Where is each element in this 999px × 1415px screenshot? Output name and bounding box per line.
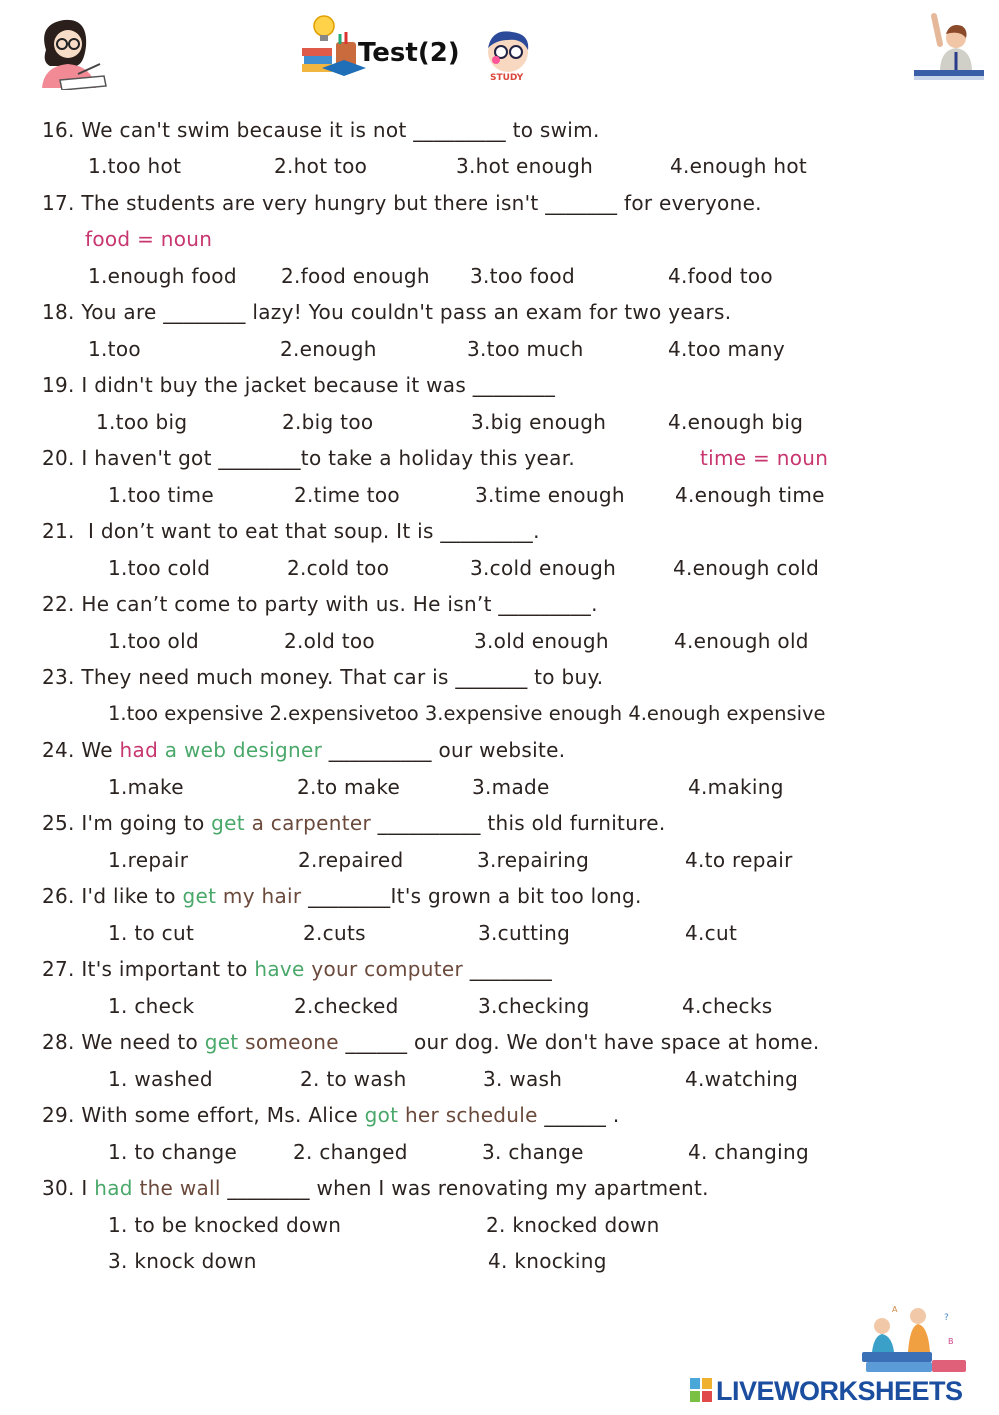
option-3: 3.hot enough	[456, 154, 594, 178]
option-3: 3.time enough	[475, 483, 625, 507]
question-30: 30. I had the wall ________ when I was renovating my apartment.	[42, 1176, 709, 1200]
option-1: 1.make	[108, 775, 184, 799]
highlight-verb: got	[364, 1103, 399, 1127]
kids-on-books-icon	[852, 1300, 976, 1376]
option-3: 3.cutting	[478, 921, 571, 945]
highlight-verb: had	[119, 738, 159, 762]
options-23: 1.too expensive 2.expensivetoo 3.expensive enough 4.enough expensive	[108, 702, 826, 725]
option-2: 2.hot too	[274, 154, 368, 178]
question-24: 24. We had a web designer __________ our website.	[42, 738, 566, 762]
option-1: 1.enough food	[88, 264, 237, 288]
option-2: 2.big too	[282, 410, 374, 434]
option-4: 4.enough big	[668, 410, 804, 434]
highlight-object: a web designer	[164, 738, 323, 762]
option-4: 4.enough time	[675, 483, 825, 507]
option-3: 3.made	[472, 775, 550, 799]
option-2: 2. changed	[293, 1140, 408, 1164]
option-4: 4.enough old	[674, 629, 809, 653]
option-1: 1. washed	[108, 1067, 213, 1091]
option-3: 3. change	[482, 1140, 584, 1164]
option-3: 3.big enough	[471, 410, 607, 434]
question-20	[42, 446, 575, 470]
option-4: 4.making	[688, 775, 784, 799]
question-17	[42, 191, 762, 215]
question-18	[42, 300, 731, 324]
highlight-object: your computer	[311, 957, 464, 981]
options-28	[108, 1067, 908, 1091]
highlight-verb: had	[94, 1176, 133, 1200]
question-28: 28. We need to get someone ______ our dog. We don't have space at home.	[42, 1030, 820, 1054]
option-1: 1.repair	[108, 848, 189, 872]
option-4: 4.food too	[668, 264, 773, 288]
option-4: 4.cut	[685, 921, 738, 945]
question-text: 19. I didn't buy the jacket because it was ________	[42, 373, 556, 397]
options-17	[88, 264, 888, 288]
highlight-verb: get	[211, 811, 245, 835]
question-19	[42, 373, 555, 397]
option-2: 2.enough	[280, 337, 377, 361]
option-4: 4.checks	[682, 994, 773, 1018]
option-2: 2.to make	[297, 775, 401, 799]
option-2: 2.cold too	[287, 556, 390, 580]
highlight-verb: get	[182, 884, 217, 908]
option-4: 4.enough hot	[670, 154, 808, 178]
svg-text:A: A	[892, 1305, 898, 1314]
option-2: 2.old too	[284, 629, 375, 653]
option-4: 4. changing	[688, 1140, 809, 1164]
highlight-object: her schedule	[404, 1103, 538, 1127]
question-text: 23. They need much money. That car is _______ to buy.	[42, 665, 604, 689]
girl-reading-icon	[30, 14, 110, 90]
question-text: 21. I don’t want to eat that soup. It is _________.	[42, 519, 540, 543]
grammar-note: food = noun	[85, 227, 213, 251]
page-title: Test(2)	[358, 38, 460, 68]
option-2: 2. knocked down	[486, 1213, 660, 1237]
question-text: 20. I haven't got ________to take a holiday this year.	[42, 446, 576, 470]
option-2: 2. to wash	[300, 1067, 407, 1091]
grammar-note: time = noun	[700, 446, 829, 470]
options-16	[88, 154, 888, 178]
options-30-a	[108, 1213, 908, 1237]
highlight-object: my hair	[222, 884, 302, 908]
options-18	[88, 337, 888, 361]
teacher-raising-hand-icon	[910, 10, 988, 86]
svg-text:B: B	[948, 1337, 954, 1346]
option-3: 3.too much	[467, 337, 584, 361]
option-4: 4.watching	[685, 1067, 799, 1091]
option-4: 4.enough cold	[673, 556, 820, 580]
question-27: 27. It's important to have your computer ________	[42, 957, 553, 981]
option-2: 2.food enough	[281, 264, 430, 288]
options-21	[108, 556, 908, 580]
highlight-verb: get	[204, 1030, 239, 1054]
question-21	[42, 519, 540, 543]
question-text: 18. You are ________ lazy! You couldn't pass an exam for two years.	[42, 300, 732, 324]
option-1: 1.too old	[108, 629, 199, 653]
options-29	[108, 1140, 908, 1164]
option-2: 2.repaired	[298, 848, 404, 872]
boy-face-icon	[482, 28, 536, 84]
option-1: 1.too time	[108, 483, 214, 507]
option-1: 1. to cut	[108, 921, 195, 945]
option-1: 1.too	[88, 337, 141, 361]
svg-text:?: ?	[944, 1313, 949, 1323]
option-2: 2.time too	[294, 483, 400, 507]
option-4: 4. knocking	[488, 1249, 607, 1273]
study-badge: STUDY	[490, 73, 524, 83]
option-1: 1.too cold	[108, 556, 211, 580]
question-26: 26. I'd like to get my hair ________It's grown a bit too long.	[42, 884, 642, 908]
highlight-verb: have	[254, 957, 305, 981]
option-1: 1. to be knocked down	[108, 1213, 342, 1237]
options-27	[108, 994, 908, 1018]
question-23	[42, 665, 603, 689]
option-1: 1.too big	[96, 410, 188, 434]
question-text: 16. We can't swim because it is not _________ to swim.	[42, 118, 600, 142]
options-26	[108, 921, 908, 945]
highlight-object: someone	[245, 1030, 339, 1054]
options-20	[108, 483, 908, 507]
liveworksheets-mark-icon	[690, 1378, 712, 1402]
option-1: 1. to change	[108, 1140, 238, 1164]
options-19	[96, 410, 896, 434]
question-text: 17. The students are very hungry but there isn't _______ for everyone.	[42, 191, 762, 215]
options-24	[108, 775, 908, 799]
option-3: 3. wash	[483, 1067, 563, 1091]
highlight-object: a carpenter	[251, 811, 372, 835]
option-3: 3.checking	[478, 994, 590, 1018]
question-text: 22. He can’t come to party with us. He isn’t _________.	[42, 592, 598, 616]
logo-text: LIVEWORKSHEETS	[716, 1376, 963, 1406]
question-16	[42, 118, 600, 142]
highlight-object: the wall	[139, 1176, 221, 1200]
option-2: 2.cuts	[303, 921, 366, 945]
option-2: 2.checked	[294, 994, 399, 1018]
option-1: 1. check	[108, 994, 195, 1018]
question-22	[42, 592, 598, 616]
option-4: 4.too many	[668, 337, 786, 361]
question-29: 29. With some effort, Ms. Alice got her schedule ______ .	[42, 1103, 620, 1127]
study-kit-icon	[300, 12, 366, 82]
option-1: 1.too hot	[88, 154, 182, 178]
option-3: 3.old enough	[474, 629, 609, 653]
option-3: 3.too food	[470, 264, 575, 288]
options-25	[108, 848, 908, 872]
options-30-b	[108, 1249, 908, 1273]
option-3: 3. knock down	[108, 1249, 257, 1273]
question-25: 25. I'm going to get a carpenter __________ this old furniture.	[42, 811, 666, 835]
options-22	[108, 629, 908, 653]
option-4: 4.to repair	[685, 848, 793, 872]
option-3: 3.repairing	[477, 848, 590, 872]
option-3: 3.cold enough	[470, 556, 617, 580]
